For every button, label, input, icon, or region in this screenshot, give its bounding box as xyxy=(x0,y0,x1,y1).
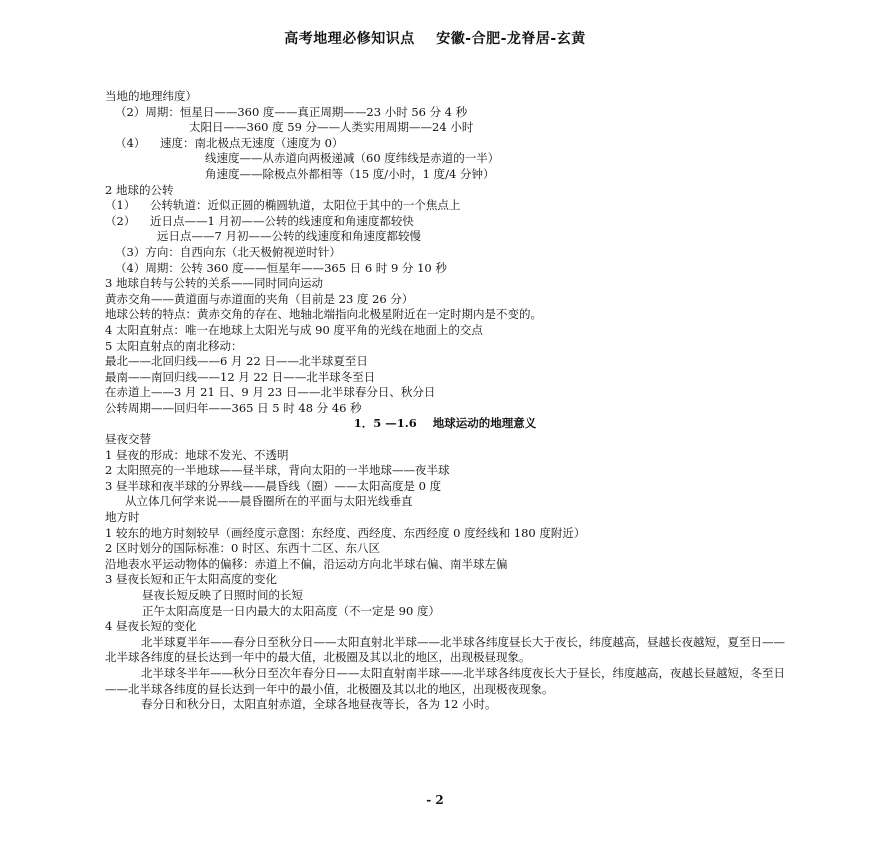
text-line: 2 地球的公转 xyxy=(105,182,174,197)
text-line: 远日点——7 月初——公转的线速度和角速度都较慢 xyxy=(157,229,421,244)
text-line: 2 太阳照亮的一半地球——昼半球，背向太阳的一半地球——夜半球 xyxy=(105,463,450,478)
text-line: 1 昼夜的形成：地球不发光、不透明 xyxy=(105,447,289,462)
text-line: 5 太阳直射点的南北移动： xyxy=(105,338,243,353)
line-list xyxy=(105,89,785,635)
text-line: 当地的地理纬度） xyxy=(105,89,197,103)
text-line: 沿地表水平运动物体的偏移：赤道上不偏，沿运动方向北半球右偏、南半球左偏 xyxy=(105,556,508,571)
text-line: 太阳日——360 度 59 分——人类实用周期——24 小时 xyxy=(189,120,474,135)
text-line: （2） 近日点——1 月初——公转的线速度和角速度都较快 xyxy=(105,213,414,228)
text-line: 1 较东的地方时刻较早（画经度示意图：东经度、西经度、东西经度 0 度经线和 180 度附近） xyxy=(105,525,586,540)
page-header: 高考地理必修知识点 安徽-合肥-龙脊居-玄黄 xyxy=(284,31,586,47)
text-line: 地球公转的特点：黄赤交角的存在、地轴北端指向北极星附近在一定时期内是不变的。 xyxy=(105,307,542,322)
text-line: 最南——南回归线——12 月 22 日——北半球冬至日 xyxy=(105,369,376,384)
text-line: 4 昼夜长短的变化 xyxy=(105,619,197,634)
text-line: 3 昼夜长短和正午太阳高度的变化 xyxy=(105,572,277,587)
text-line: 昼夜交替 xyxy=(105,432,151,447)
text-line: 2 区时划分的国际标准：0 时区、东西十二区、东八区 xyxy=(105,541,380,556)
text-line: （2）周期：恒星日——360 度——真正周期——23 小时 56 分 4 秒 xyxy=(115,104,468,119)
text-line: 3 昼半球和夜半球的分界线——晨昏线（圈）——太阳高度是 0 度 xyxy=(105,478,442,493)
text-line: 从立体几何学来说——晨昏圈所在的平面与太阳光线垂直 xyxy=(125,494,413,509)
text-line: 黄赤交角——黄道面与赤道面的夹角（目前是 23 度 26 分） xyxy=(105,291,414,306)
text-line: 正午太阳高度是一日内最大的太阳高度（不一定是 90 度） xyxy=(142,603,440,618)
paragraph: 北半球冬半年——秋分日至次年春分日——太阳直射南半球——北半球各纬度夜长大于昼长，纬度越高，夜越长昼越短，冬至日——北半球各纬度的昼长达到一年中的最小值，北极圈及其以北的地区，出现极夜现象。 xyxy=(105,665,785,696)
text-line: 3 地球自转与公转的关系——同时同向运动 xyxy=(105,276,323,291)
text-line: 线速度——从赤道向两极递减（60 度纬线是赤道的一半） xyxy=(205,151,500,166)
paragraph: 北半球夏半年——春分日至秋分日——太阳直射北半球——北半球各纬度昼长大于夜长，纬度越高，昼越长夜越短，夏至日——北半球各纬度的昼长达到一年中的最大值，北极圈及其以北的地区，出现极昼现象。 xyxy=(105,634,785,665)
text-line: 4 太阳直射点：唯一在地球上太阳光与成 90 度平角的光线在地面上的交点 xyxy=(105,322,483,337)
text-line: 地方时 xyxy=(105,510,140,525)
text-line: 角速度——除极点外都相等（15 度/小时，1 度/4 分钟） xyxy=(205,166,495,181)
text-line: 昼夜长短反映了日照时间的长短 xyxy=(142,588,303,602)
text-line: （1） 公转轨道：近似正圆的椭圆轨道，太阳位于其中的一个焦点上 xyxy=(105,198,461,213)
section-heading: 1．5 —1.6 地球运动的地理意义 xyxy=(353,416,537,431)
text-line: 在赤道上——3 月 21 日、9 月 23 日——北半球春分日、秋分日 xyxy=(105,385,436,400)
paragraph: 春分日和秋分日，太阳直射赤道，全球各地昼夜等长，各为 12 小时。 xyxy=(141,697,497,712)
text-line: （4） 速度：南北极点无速度（速度为 0） xyxy=(115,135,344,150)
text-line: 最北——北回归线——6 月 22 日——北半球夏至日 xyxy=(105,354,368,369)
document-body xyxy=(105,89,785,713)
page-number: - 2 xyxy=(426,793,444,807)
text-line: （4）周期：公转 360 度——恒星年——365 日 6 时 9 分 10 秒 xyxy=(115,260,447,275)
text-line: 公转周期——回归年——365 日 5 时 48 分 46 秒 xyxy=(105,400,362,415)
paragraph-list xyxy=(105,635,785,713)
text-line: （3）方向：自西向东（北天极俯视逆时针） xyxy=(115,244,341,259)
